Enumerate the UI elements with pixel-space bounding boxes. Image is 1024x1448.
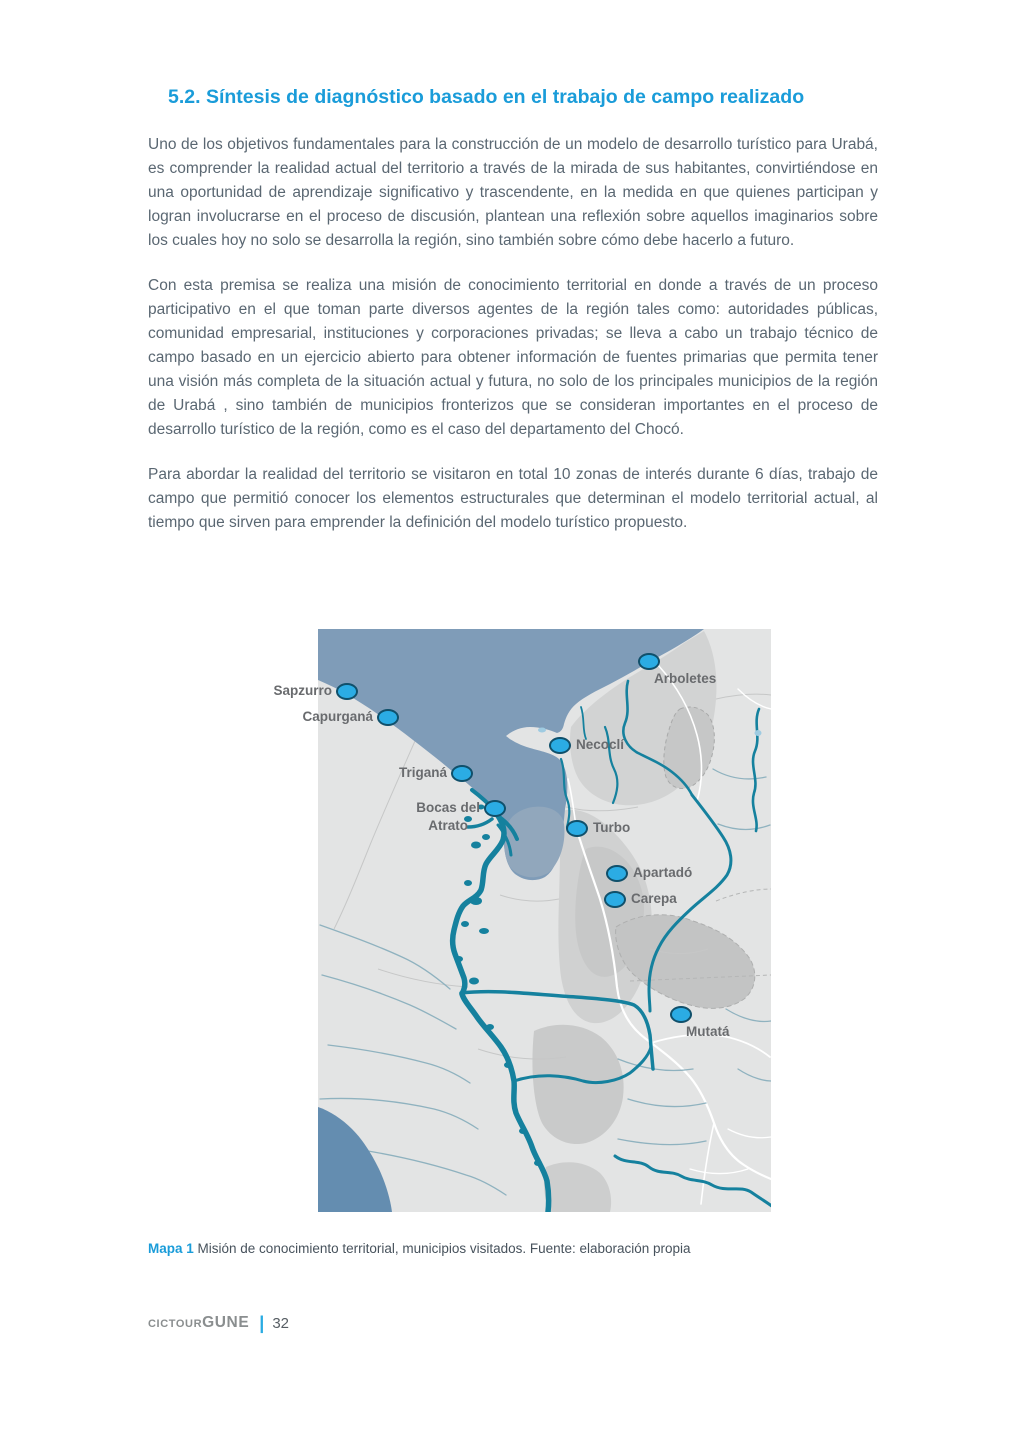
map-caption	[148, 1241, 691, 1256]
city-marker-icon	[566, 820, 588, 837]
caption-text: Misión de conocimiento territorial, municipios visitados. Fuente: elaboración propia	[193, 1241, 691, 1256]
city-label: Sapzurro	[273, 683, 332, 698]
city-marker-icon	[604, 891, 626, 908]
paragraph-3: Para abordar la realidad del territorio se visitaron en total 10 zonas de interés durante 6 días, trabajo de campo que permitió conocer los elementos estructurales que determinan el modelo territorial actual, al tiempo que sirven para emprender la definición del modelo turístico propuesto.	[148, 466, 878, 531]
city-label: Necoclí	[576, 737, 625, 752]
map-markers	[273, 629, 771, 1212]
city-marker-icon	[670, 1006, 692, 1023]
caption-label: Mapa 1	[148, 1241, 194, 1256]
city-label: Arboletes	[654, 671, 717, 686]
city-label: Apartadó	[633, 865, 693, 880]
city-label: Turbo	[593, 820, 631, 835]
paragraph-1: Uno de los objetivos fundamentales para la construcción de un modelo de desarrollo turístico para Urabá, es comprender la realidad actual del territorio a través de la mirada de sus habitantes, convirtiéndose en una oportunidad de aprendizaje significativo y trascendente, en la medida en que quienes participan y logran involucrarse en el proceso de discusión, plantean una reflexión sobre aquellos imaginarios sobre los cuales hoy no solo se desarrolla la región, sino también sobre cómo debe hacerlo a futuro.	[148, 136, 878, 249]
city-label: Capurganá	[302, 709, 373, 724]
city-label: Triganá	[398, 765, 447, 780]
city-marker-icon	[638, 653, 660, 670]
page-number: 32	[272, 1314, 290, 1332]
uraba-map-figure	[273, 629, 771, 1212]
city-marker-icon	[451, 765, 473, 782]
cictourgune-logo: cictourGUNE	[148, 1314, 250, 1331]
page-footer	[148, 1314, 289, 1332]
text-block	[148, 84, 878, 556]
city-marker-icon	[377, 709, 399, 726]
city-marker-icon	[336, 683, 358, 700]
city-label: Mutatá	[686, 1024, 730, 1039]
footer-divider: |	[259, 1313, 265, 1333]
city-label: Bocas del Atrato	[416, 800, 480, 833]
paragraph-2: Con esta premisa se realiza una misión de conocimiento territorial en donde a través de un proceso participativo en el que toman parte diversos agentes de la región tales como: autoridades públicas, comunidad empresarial, instituciones y corporaciones privadas; se lleva a cabo un trabajo técnico de campo basado en un ejercicio abierto para obtener información de fuentes primarias que permita tener una visión más completa de la situación actual y futura, no solo de los principales municipios de la región de Urabá , sino también de municipios fronterizos que se consideran importantes en el proceso de desarrollo turístico de la región, como es el caso del departamento del Chocó.	[148, 277, 878, 438]
city-label: Carepa	[631, 891, 677, 906]
city-marker-icon	[549, 737, 571, 754]
section-heading: 5.2. Síntesis de diagnóstico basado en el trabajo de campo realizado	[168, 86, 805, 108]
city-marker-icon	[606, 865, 628, 882]
city-marker-icon	[484, 800, 506, 817]
